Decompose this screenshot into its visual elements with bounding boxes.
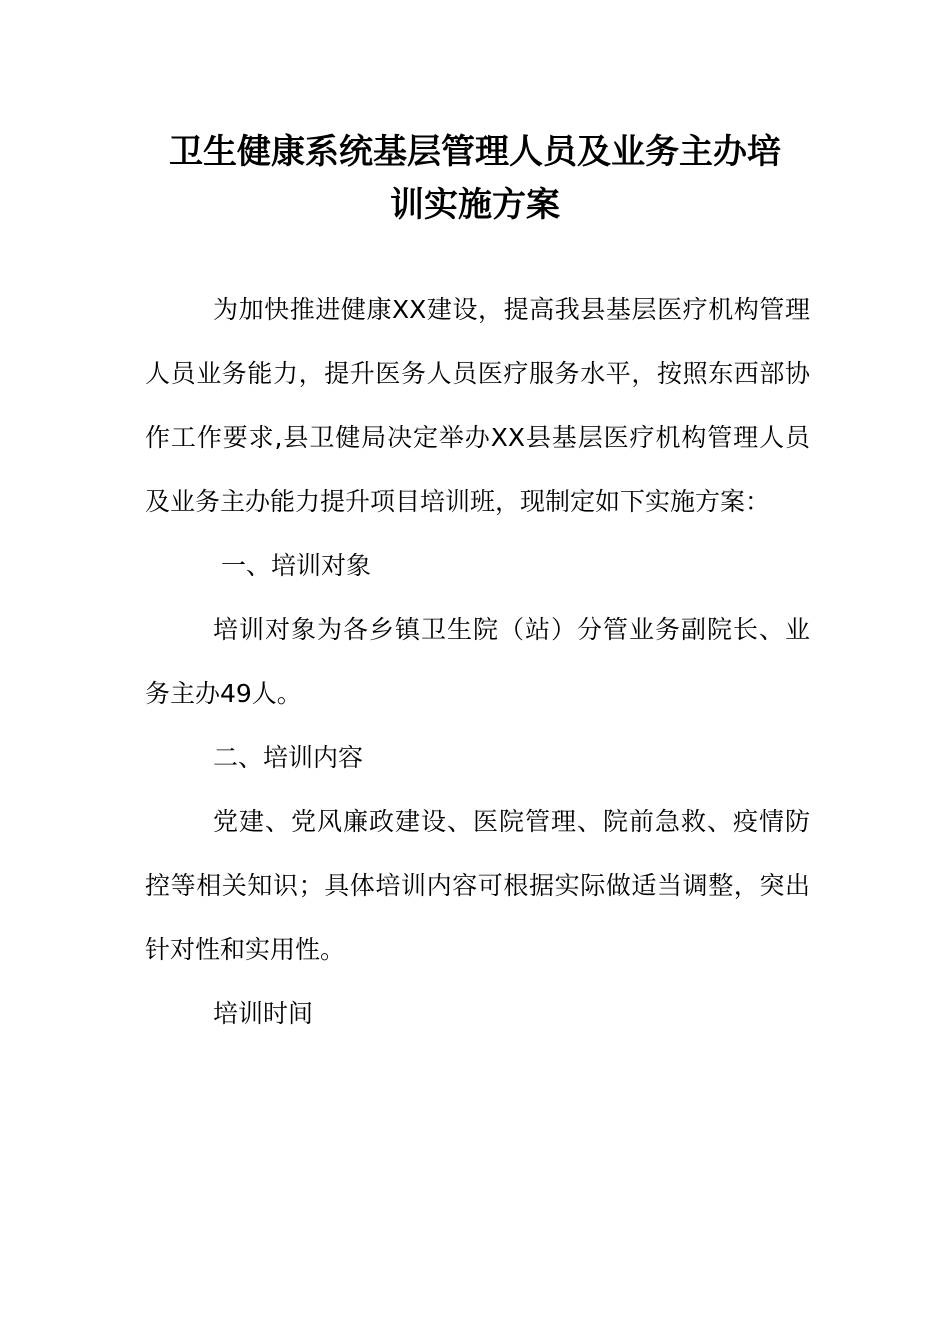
- section-heading-training-target: 一、培训对象: [221, 551, 372, 580]
- section-heading-training-time: 培训时间: [213, 999, 314, 1028]
- section-heading-training-content: 二、培训内容: [213, 743, 364, 772]
- document-body: [145, 278, 810, 1046]
- training-target-paragraph: 培训对象为各乡镇卫生院（站）分管业务副院长、业务主办49人。: [145, 615, 810, 708]
- document-title-line-1: 卫生健康系统基层管理人员及业务主办培: [169, 132, 781, 172]
- training-content-paragraph: 党建、党风廉政建设、医院管理、院前急救、疫情防控等相关知识；具体培训内容可根据实际做适当调整，突出针对性和实用性。: [145, 807, 810, 964]
- intro-paragraph: 为加快推进健康XX建设，提高我县基层医疗机构管理人员业务能力，提升医务人员医疗服务水平，按照东西部协作工作要求,县卫健局决定举办XX县基层医疗机构管理人员及业务主办能力提升项目培训班，现制定如下实施方案：: [145, 295, 810, 516]
- document-title-line-2: 训实施方案: [390, 185, 560, 225]
